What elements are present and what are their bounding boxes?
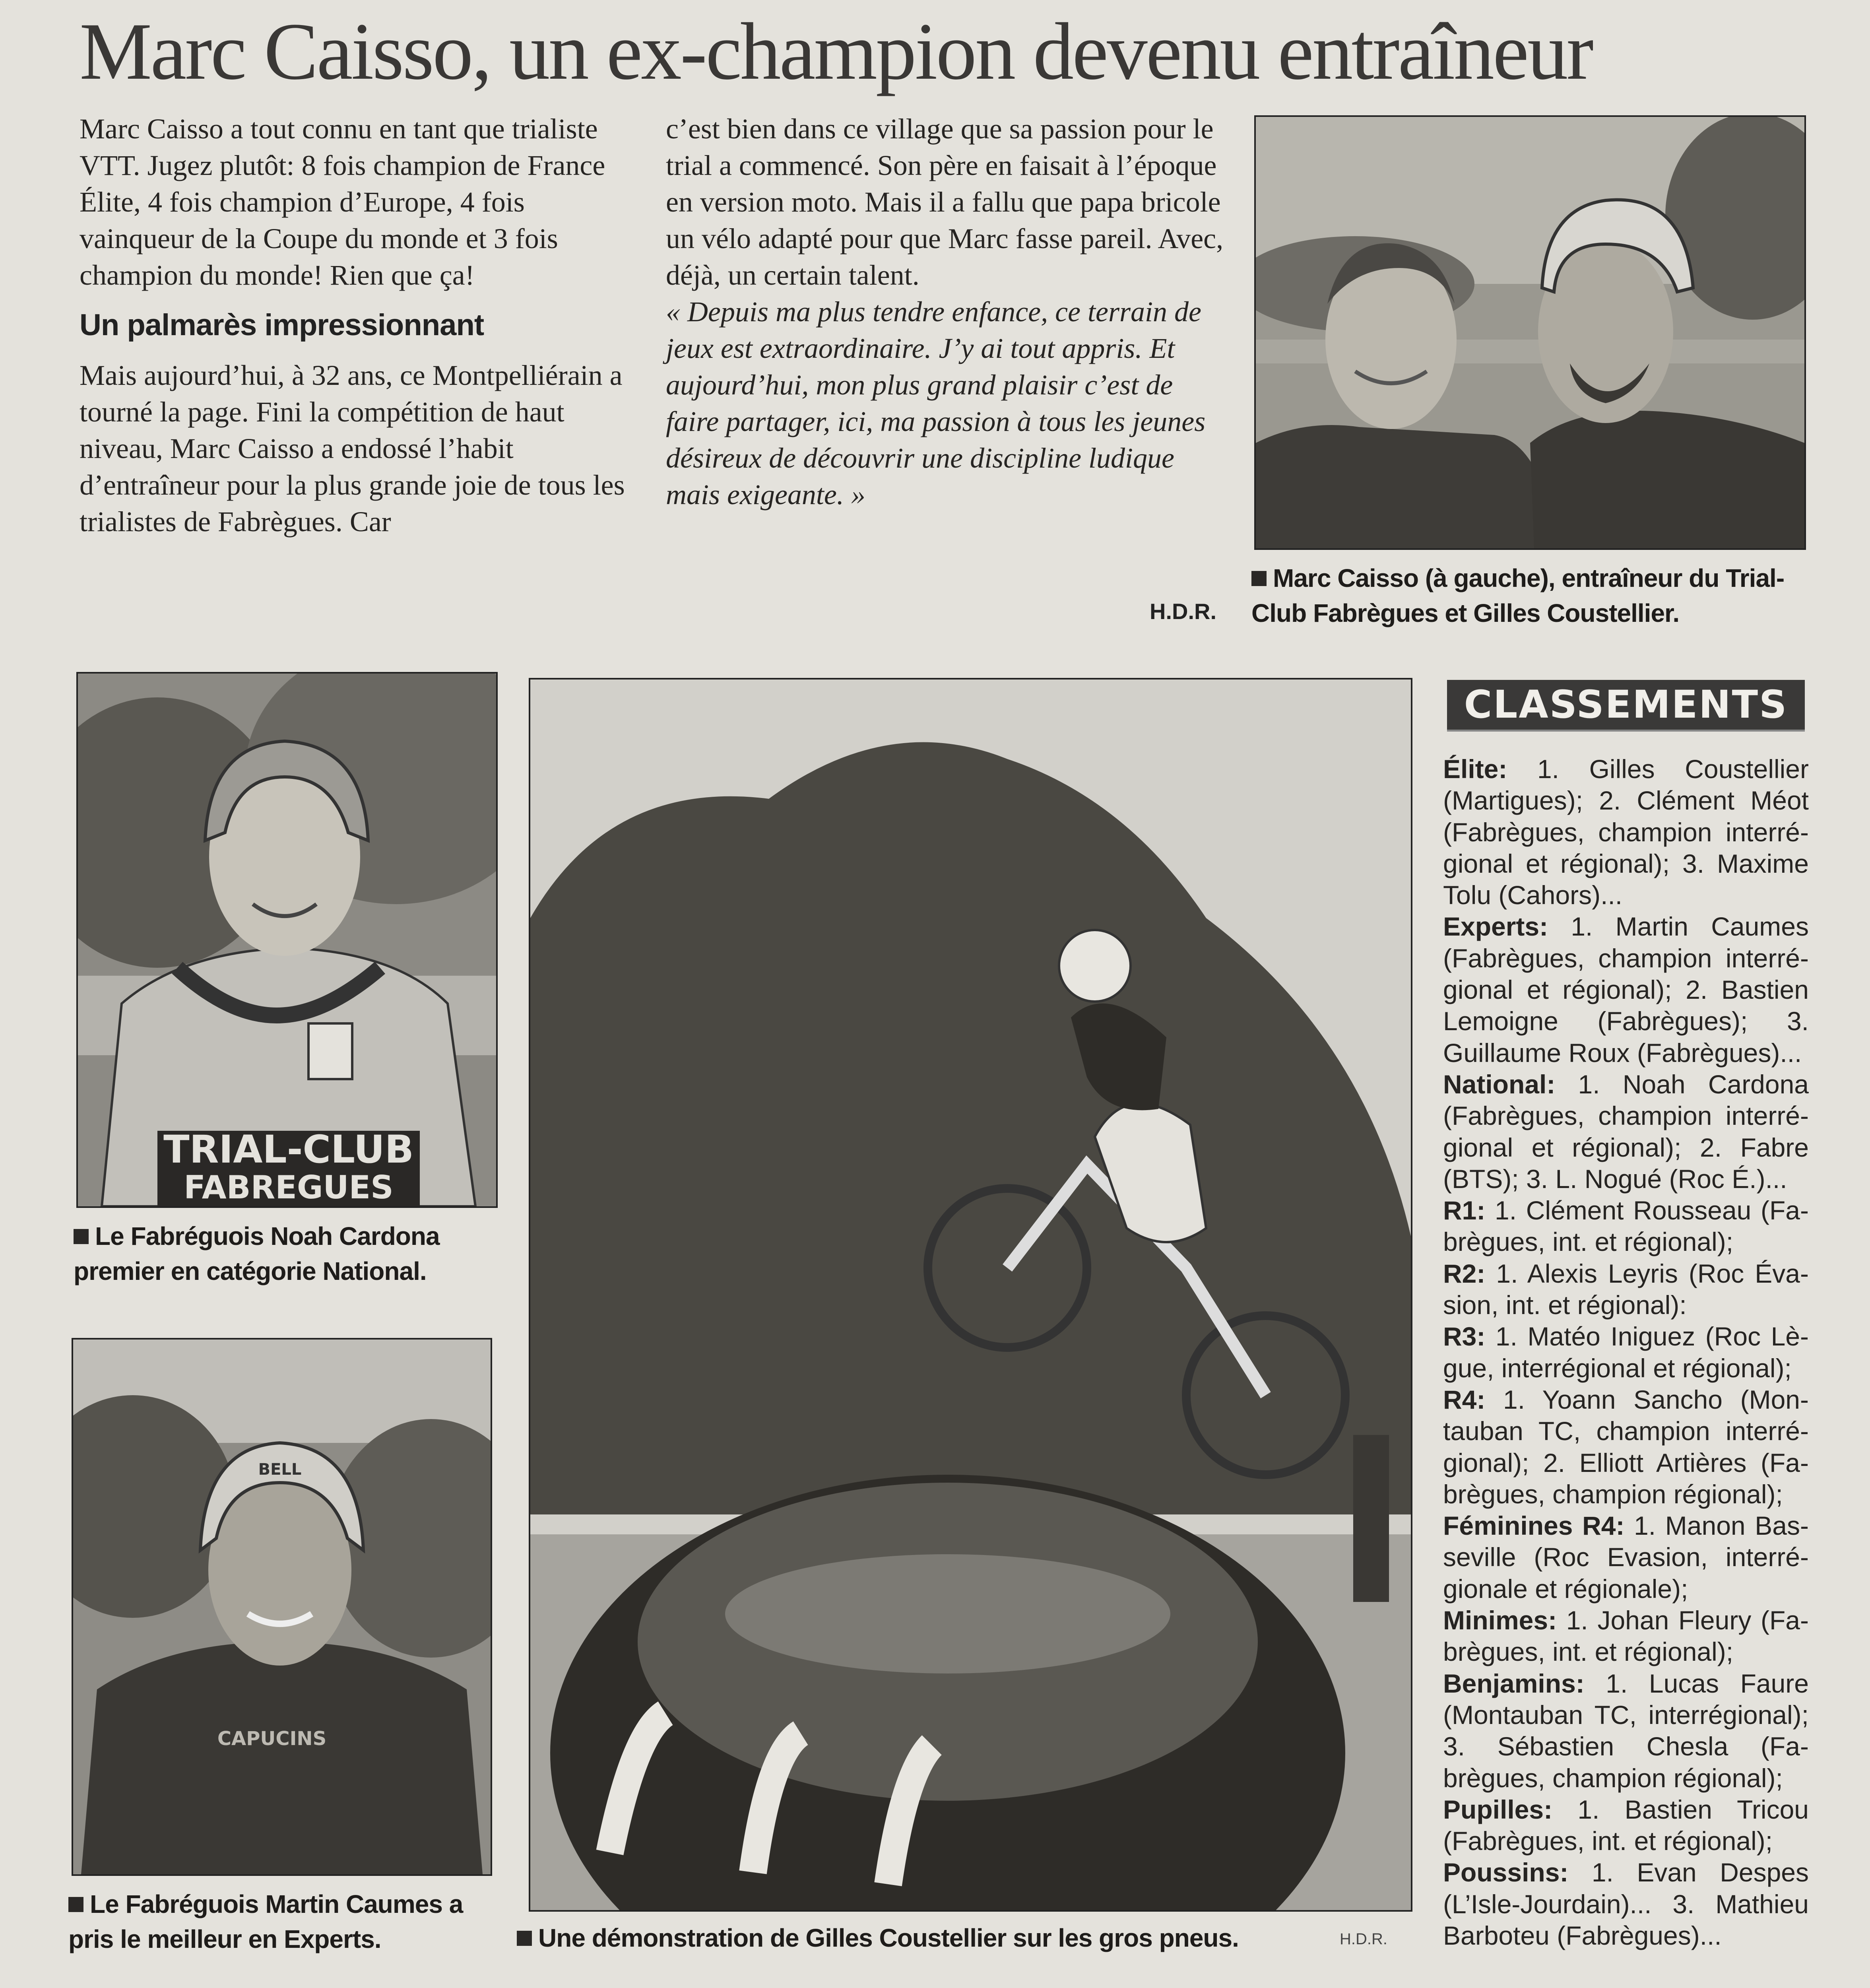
- classement-results: 1. Lucas Faure (Montauban TC, interrégional); 3. Sébastien Chesla (Fabrègues, champion régional);: [1443, 1668, 1809, 1793]
- classement-category: R3:: [1443, 1322, 1486, 1351]
- photo-demonstration-image: [530, 679, 1411, 1910]
- article-column-1: [80, 111, 636, 540]
- classement-results: 1. Evan Despes (L’Isle-Jourdain)... 3. Mathieu Barboteu (Fabrègues)...: [1443, 1858, 1809, 1950]
- helmet-text: BELL: [258, 1460, 302, 1479]
- photo-noah-cardona: [76, 672, 498, 1208]
- classement-results: 1. Yoann Sancho (Montauban TC, champion interrégional); 2. Elliott Artières (Fabrègues, champion régional);: [1443, 1384, 1809, 1509]
- classement-entry: [1443, 1605, 1809, 1668]
- article-credit: H.D.R.: [1150, 599, 1216, 624]
- caption-bullet: [517, 1931, 532, 1946]
- classement-category: R1:: [1443, 1196, 1486, 1225]
- classements-title: CLASSEMENTS: [1447, 680, 1805, 732]
- classement-entry: [1443, 1857, 1809, 1951]
- classement-category: R2:: [1443, 1258, 1486, 1288]
- photo-coaches: [1254, 115, 1806, 550]
- classement-results: 1. Clément Rousseau (Fabrègues, int. et régional);: [1443, 1196, 1809, 1257]
- classement-entry: [1443, 1668, 1809, 1794]
- classement-results: 1. Alexis Leyris (Roc Évasion, int. et régional):: [1443, 1258, 1809, 1320]
- classement-entry: [1443, 1069, 1809, 1195]
- classement-entry: [1443, 1195, 1809, 1258]
- classement-category: Minimes:: [1443, 1606, 1557, 1635]
- classement-category: Féminines R4:: [1443, 1511, 1625, 1541]
- classement-category: Experts:: [1443, 912, 1548, 942]
- classement-results: 1. Bastien Tricou (Fabrègues, int. et régional);: [1443, 1794, 1809, 1856]
- subheading: Un palmarès impressionnant: [80, 308, 484, 342]
- caption-noah-text: Le Fabréguois Noah Cardona premier en catégorie National.: [74, 1222, 440, 1285]
- classement-entry: [1443, 1510, 1809, 1605]
- caption-martin-text: Le Fabréguois Martin Caumes a pris le meilleur en Experts.: [68, 1890, 463, 1953]
- photo-martin-caumes: [72, 1338, 492, 1876]
- column-2-paragraph: c’est bien dans ce village que sa passion pour le trial a commencé. Son père en faisait à l’époque en version moto. Mais il a fallu que papa bricole un vélo adapté pour que Marc fasse pareil. Avec, déjà, un certain talent.: [666, 113, 1224, 291]
- photo-credit: H.D.R.: [1340, 1930, 1387, 1948]
- classement-results: 1. Noah Cardona (Fabrègues, champion interrégional et régional); 2. Fabre (BTS); 3. L. Nogué (Roc É.)...: [1443, 1069, 1809, 1194]
- caption-martin: [68, 1887, 506, 1957]
- classement-results: 1. Martin Caumes (Fabrègues, champion interrégional et régional); 2. Bastien Lemoigne (Fabrègues); 3. Guillaume Roux (Fabrègues)...: [1443, 912, 1809, 1068]
- classement-entry: [1443, 1321, 1809, 1384]
- photo-martin-image: [73, 1340, 491, 1874]
- caption-bullet: [1251, 571, 1267, 586]
- classement-entry: [1443, 911, 1809, 1068]
- classement-entry: [1443, 753, 1809, 911]
- classements-list: [1443, 753, 1809, 1951]
- caption-demonstration-text: Une démonstration de Gilles Coustellier sur les gros pneus.: [538, 1924, 1239, 1952]
- caption-bullet: [74, 1229, 89, 1244]
- jersey-subtext: FABREGUES: [184, 1169, 394, 1206]
- classement-entry: [1443, 1384, 1809, 1510]
- classement-category: Benjamins:: [1443, 1668, 1585, 1698]
- classement-category: National:: [1443, 1069, 1556, 1099]
- caption-demonstration: [517, 1920, 1312, 1955]
- classement-results: 1. Gilles Coustellier (Martigues); 2. Clément Méot (Fabrègues, champion interrégional et régional); 3. Maxime Tolu (Cahors)...: [1443, 754, 1809, 910]
- headline: Marc Caisso, un ex-champion devenu entraîneur: [80, 6, 1592, 97]
- caption-coaches: [1251, 561, 1808, 631]
- jersey-text: TRIAL-CLUB: [163, 1127, 414, 1172]
- article-column-2: [666, 111, 1226, 513]
- photo-demonstration: [529, 678, 1412, 1912]
- photo-coaches-image: [1256, 117, 1804, 548]
- classement-category: Pupilles:: [1443, 1794, 1553, 1824]
- classement-entry: [1443, 1258, 1809, 1321]
- column-1-paragraph: Mais aujourd’hui, à 32 ans, ce Montpelliérain a tourné la page. Fini la compétition de haut niveau, Marc Caisso a endossé l’habit d’entraîneur pour la plus grande joie de tous les trialistes de Fabrègues. Car: [80, 359, 625, 538]
- classement-results: 1. Manon Basseville (Roc Evasion, interrégionale et régionale);: [1443, 1511, 1809, 1604]
- quote-paragraph: « Depuis ma plus tendre enfance, ce terrain de jeux est extraordinaire. J’y ai tout appris. Et aujourd’hui, mon plus grand plaisir c’est de faire partager, ici, ma passion à tous les jeunes désireux de découvrir une discipline ludique mais exigeante. »: [666, 296, 1206, 511]
- classement-category: Poussins:: [1443, 1858, 1569, 1887]
- photo-noah-image: [78, 674, 496, 1206]
- classement-results: 1. Matéo Iniguez (Roc Lègue, interrégional et régional);: [1443, 1322, 1809, 1383]
- shirt-text: CAPUCINS: [217, 1728, 327, 1750]
- caption-coaches-text: Marc Caisso (à gauche), entraîneur du Trial-Club Fabrègues et Gilles Coustellier.: [1251, 564, 1785, 627]
- intro-paragraph: Marc Caisso a tout connu en tant que trialiste VTT. Jugez plutôt: 8 fois champion de France Élite, 4 fois champion d’Europe, 4 fois vainqueur de la Coupe du monde et 3 fois champion du monde! Rien que ça!: [80, 113, 605, 291]
- classement-results: 1. Johan Fleury (Fabrègues, int. et régional);: [1443, 1606, 1809, 1667]
- classement-category: Élite:: [1443, 754, 1507, 784]
- caption-bullet: [68, 1897, 83, 1912]
- caption-noah: [74, 1219, 511, 1289]
- classement-entry: [1443, 1794, 1809, 1857]
- classement-category: R4:: [1443, 1384, 1486, 1414]
